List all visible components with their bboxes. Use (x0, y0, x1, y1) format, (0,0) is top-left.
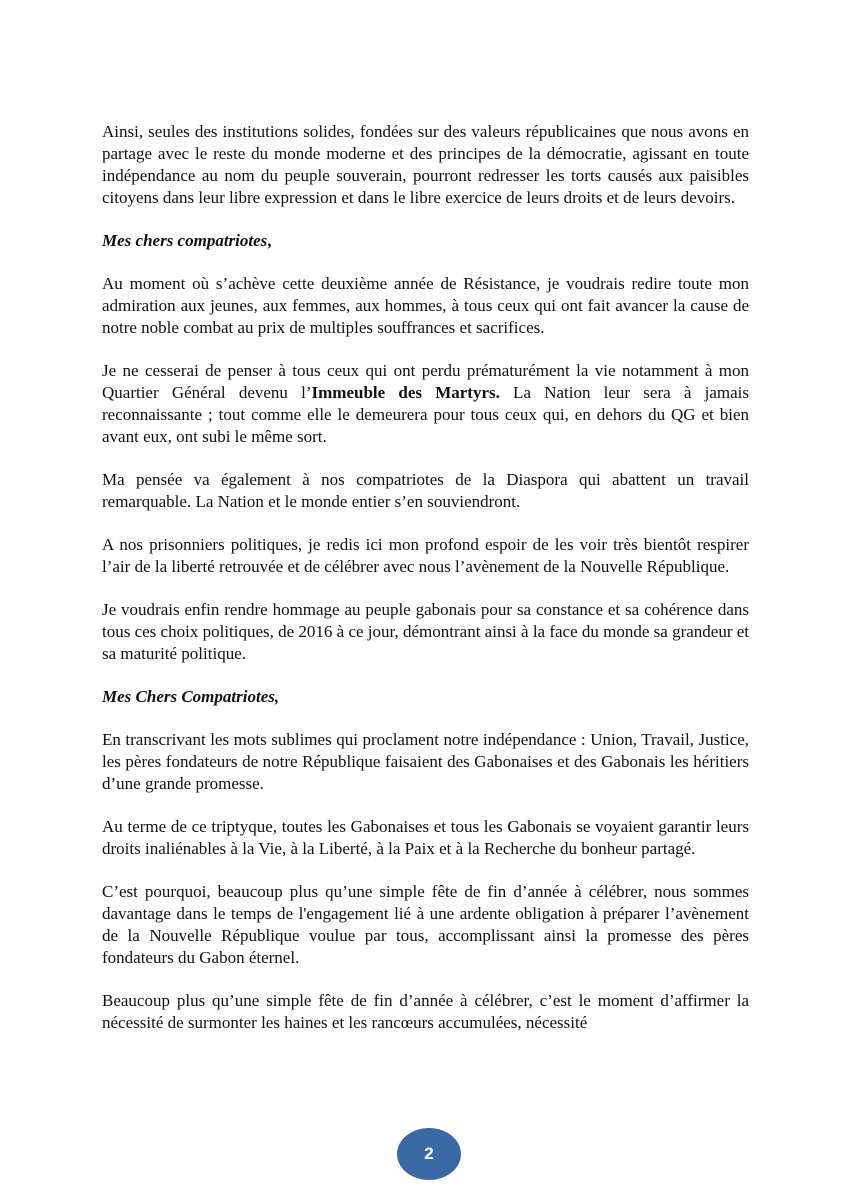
document-body (102, 121, 749, 1055)
paragraph-martyrs (102, 360, 749, 448)
salutation-text: Mes Chers Compatriotes (102, 687, 275, 706)
salutation-chers-compatriotes-2 (102, 686, 749, 708)
paragraph-hommage: Je voudrais enfin rendre hommage au peuple gabonais pour sa constance et sa cohérence dans tous ces choix politiques, de 2016 à ce jour, démontrant ainsi à la face du monde sa grandeur et sa maturité politique. (102, 600, 750, 663)
paragraph-institutions: Ainsi, seules des institutions solides, fondées sur des valeurs républicaines que nous avons en partage avec le reste du monde moderne et des principes de la démocratie, agissant en toute indépendance au nom du peuple souverain, pourront redresser les torts causés aux paisibles citoyens dans leur libre expression et dans le libre exercice de leurs droits et de leurs devoirs. (102, 122, 749, 207)
page-number-badge: 2 (397, 1128, 461, 1180)
salutation-text: Mes chers compatriotes (102, 231, 268, 250)
paragraph-prisonniers: A nos prisonniers politiques, je redis ici mon profond espoir de les voir très bientôt respirer l’air de la liberté retrouvée et de célébrer avec nous l’avènement de la Nouvelle République. (102, 535, 749, 576)
immeuble-des-martyrs: Immeuble des Martyrs. (311, 383, 500, 402)
paragraph-nouvelle-republique: C’est pourquoi, beaucoup plus qu’une simple fête de fin d’année à célébrer, nous sommes davantage dans le temps de l'engagement lié à une ardente obligation à préparer l’avènement de la Nouvelle République voulue par tous, accomplissant ainsi la promesse des pères fondateurs du Gabon éternel. (102, 882, 749, 967)
salutation-comma: , (274, 687, 280, 706)
paragraph-martyrs-after: La Nation leur sera à jamais reconnaissante ; tout comme elle le demeurera pour tous ceux qui, en dehors du QG et bien avant eux, ont subi le même sort. (102, 383, 749, 446)
salutation-chers-compatriotes (102, 230, 749, 252)
paragraph-triptyque: Au terme de ce triptyque, toutes les Gabonaises et tous les Gabonais se voyaient garantir leurs droits inaliénables à la Vie, à la Liberté, à la Paix et à la Recherche du bonheur partagé. (102, 817, 749, 858)
paragraph-independance: En transcrivant les mots sublimes qui proclament notre indépendance : Union, Travail, Justice, les pères fondateurs de notre République faisaient des Gabonaises et des Gabonais les héritiers d’une grande promesse. (102, 730, 749, 793)
paragraph-martyrs-before: Je ne cesserai de penser à tous ceux qui ont perdu prématurément la vie notamment à mon Quartier Général devenu l’ (102, 361, 749, 402)
paragraph-diaspora: Ma pensée va également à nos compatriotes de la Diaspora qui abattent un travail remarquable. La Nation et le monde entier s’en souviendront. (102, 470, 749, 511)
paragraph-resistance: Au moment où s’achève cette deuxième année de Résistance, je voudrais redire toute mon admiration aux jeunes, aux femmes, aux hommes, à tous ceux qui ont fait avancer la cause de notre noble combat au prix de multiples souffrances et sacrifices. (102, 274, 749, 337)
salutation-comma: , (267, 231, 272, 250)
paragraph-fete-fin-annee: Beaucoup plus qu’une simple fête de fin d’année à célébrer, c’est le moment d’affirmer la nécessité de surmonter les haines et les rancœurs accumulées, nécessité (102, 991, 749, 1032)
